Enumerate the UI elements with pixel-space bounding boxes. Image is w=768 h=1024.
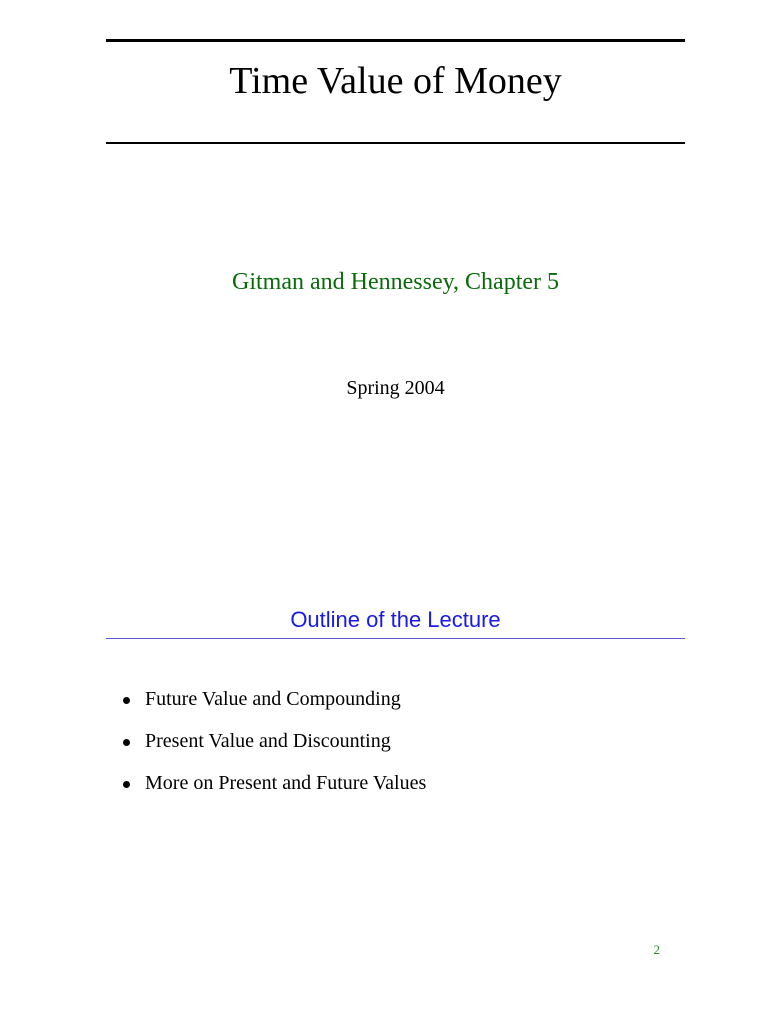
bullet-icon	[123, 781, 130, 788]
slide-date: Spring 2004	[346, 377, 445, 399]
outline-heading-rule	[106, 638, 685, 639]
page-number: 2	[653, 942, 660, 957]
outline-item-label: Future Value and Compounding	[145, 688, 401, 710]
outline-item	[120, 684, 426, 726]
outline-list	[120, 684, 426, 810]
slide-subtitle: Gitman and Hennessey, Chapter 5	[231, 269, 560, 295]
outline-item	[120, 768, 426, 810]
bullet-icon	[123, 697, 130, 704]
outline-item-label: Present Value and Discounting	[145, 730, 391, 752]
title-bottom-rule	[106, 142, 685, 144]
outline-item-label: More on Present and Future Values	[145, 772, 427, 794]
outline-heading: Outline of the Lecture	[290, 607, 501, 632]
slide-title: Time Value of Money	[229, 60, 562, 102]
title-top-rule	[106, 39, 685, 42]
outline-item	[120, 726, 426, 768]
bullet-icon	[123, 739, 130, 746]
